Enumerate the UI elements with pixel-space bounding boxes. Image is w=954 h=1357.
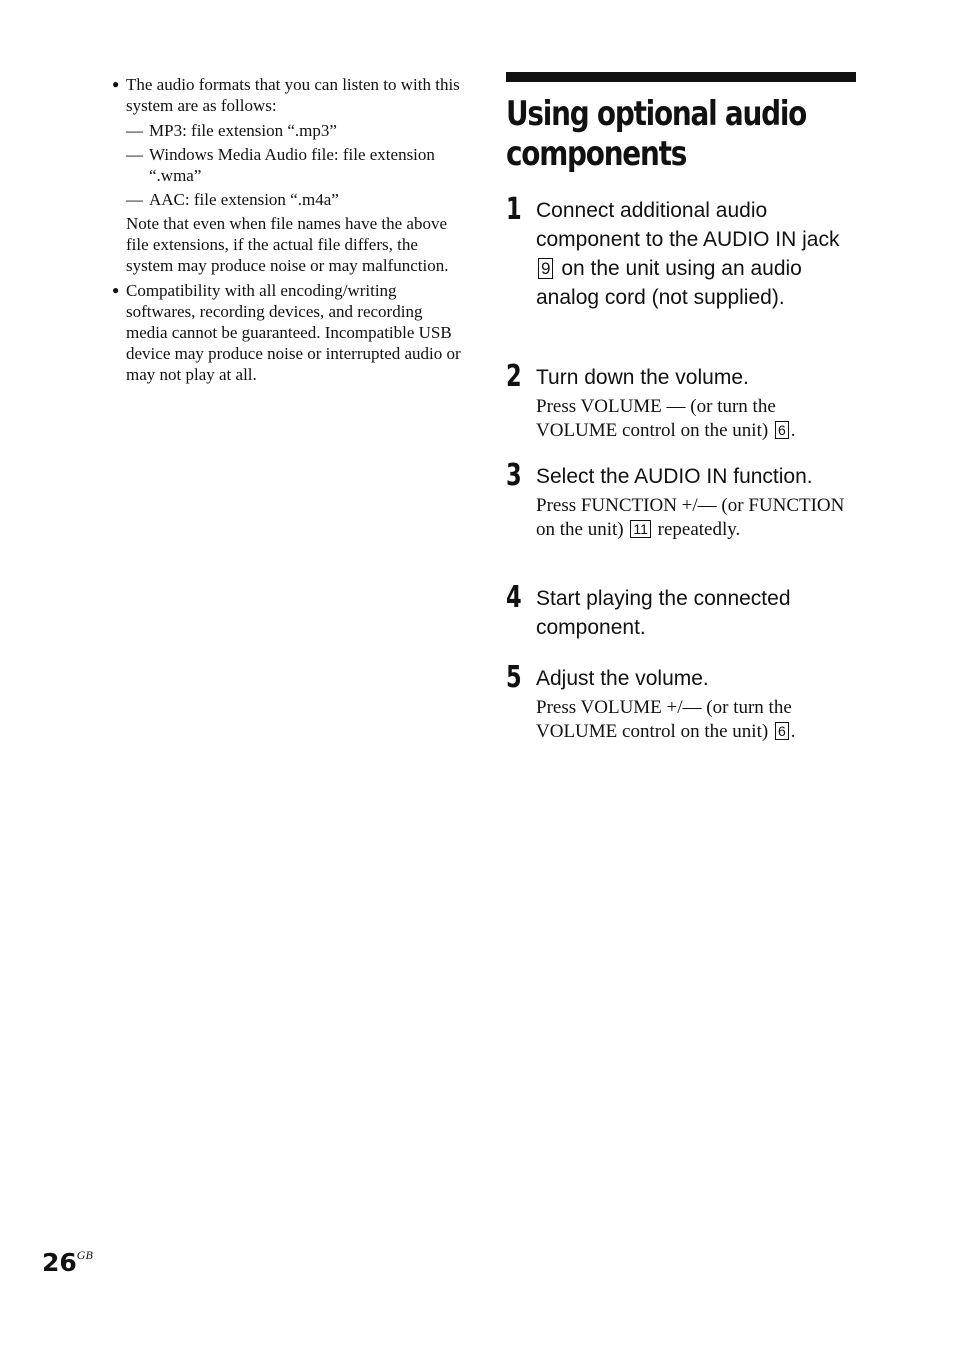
format-wma xyxy=(112,144,464,186)
dash-icon: — xyxy=(126,121,143,140)
step-heading: Start playing the connected component. xyxy=(536,587,791,639)
ref-number-box: 6 xyxy=(775,421,789,439)
bullet-text: Compatibility with all encoding/writing softwares, recording devices, and recording media cannot be guaranteed. Incompatible USB device may produce noise or interrupted audio or may not play at all. xyxy=(126,281,461,384)
step-1 xyxy=(506,192,856,312)
page-number-value: 26 xyxy=(42,1248,77,1277)
page-region-suffix: GB xyxy=(76,1248,93,1262)
step-number: 3 xyxy=(506,458,522,493)
step-body xyxy=(536,395,856,443)
step-heading: Adjust the volume. xyxy=(536,667,709,690)
right-column xyxy=(506,72,856,742)
dash-icon: — xyxy=(126,145,143,164)
step-body-text: Press FUNCTION +/— (or FUNCTION on the unit) xyxy=(536,495,845,540)
step-body-text: repeatedly. xyxy=(657,519,741,540)
step-number: 4 xyxy=(506,580,522,615)
section-title-line1: Using optional audio xyxy=(506,94,807,134)
step-heading: Select the AUDIO IN function. xyxy=(536,465,813,488)
bullet-audio-formats xyxy=(112,74,464,116)
page-number xyxy=(42,1248,93,1277)
bullet-compatibility xyxy=(112,280,464,385)
bullet-dot-icon: ● xyxy=(112,283,120,297)
section-rule xyxy=(506,72,856,82)
format-text: MP3: file extension “.mp3” xyxy=(149,121,337,140)
ref-number-box: 9 xyxy=(538,258,553,279)
step-body xyxy=(536,494,856,542)
step-number: 2 xyxy=(506,359,522,394)
step-2 xyxy=(506,359,856,443)
step-5 xyxy=(506,660,856,744)
format-mp3 xyxy=(112,120,464,141)
section-title xyxy=(506,94,807,174)
extension-note: Note that even when file names have the above file extensions, if the actual file differs, the system may produce noise or may malfunction. xyxy=(126,214,449,275)
section-title-line2: components xyxy=(506,134,687,174)
step-heading: Turn down the volume. xyxy=(536,366,749,389)
step-body-text: . xyxy=(790,721,796,742)
step-number: 5 xyxy=(506,660,522,695)
format-text: AAC: file extension “.m4a” xyxy=(149,190,339,209)
step-body-text: Press VOLUME +/— (or turn the VOLUME control on the unit) xyxy=(536,697,792,742)
format-text: Windows Media Audio file: file extension “.wma” xyxy=(149,145,435,185)
dash-icon: — xyxy=(126,190,143,209)
step-heading-text: Connect additional audio component to the AUDIO IN jack xyxy=(536,199,840,251)
step-number: 1 xyxy=(506,192,522,227)
ref-number-box: 11 xyxy=(630,520,651,538)
step-heading-text: on the unit using an audio analog cord (not supplied). xyxy=(536,257,802,309)
step-heading xyxy=(536,196,856,312)
step-4 xyxy=(506,580,856,642)
step-body-text: Press VOLUME — (or turn the VOLUME control on the unit) xyxy=(536,396,776,441)
left-column xyxy=(112,74,464,389)
format-aac xyxy=(112,189,464,210)
step-3 xyxy=(506,458,856,542)
ref-number-box: 6 xyxy=(775,722,789,740)
bullet-text: The audio formats that you can listen to with this system are as follows: xyxy=(126,75,460,115)
step-body xyxy=(536,696,856,744)
bullet-dot-icon: ● xyxy=(112,77,120,91)
step-body-text: . xyxy=(790,420,796,441)
